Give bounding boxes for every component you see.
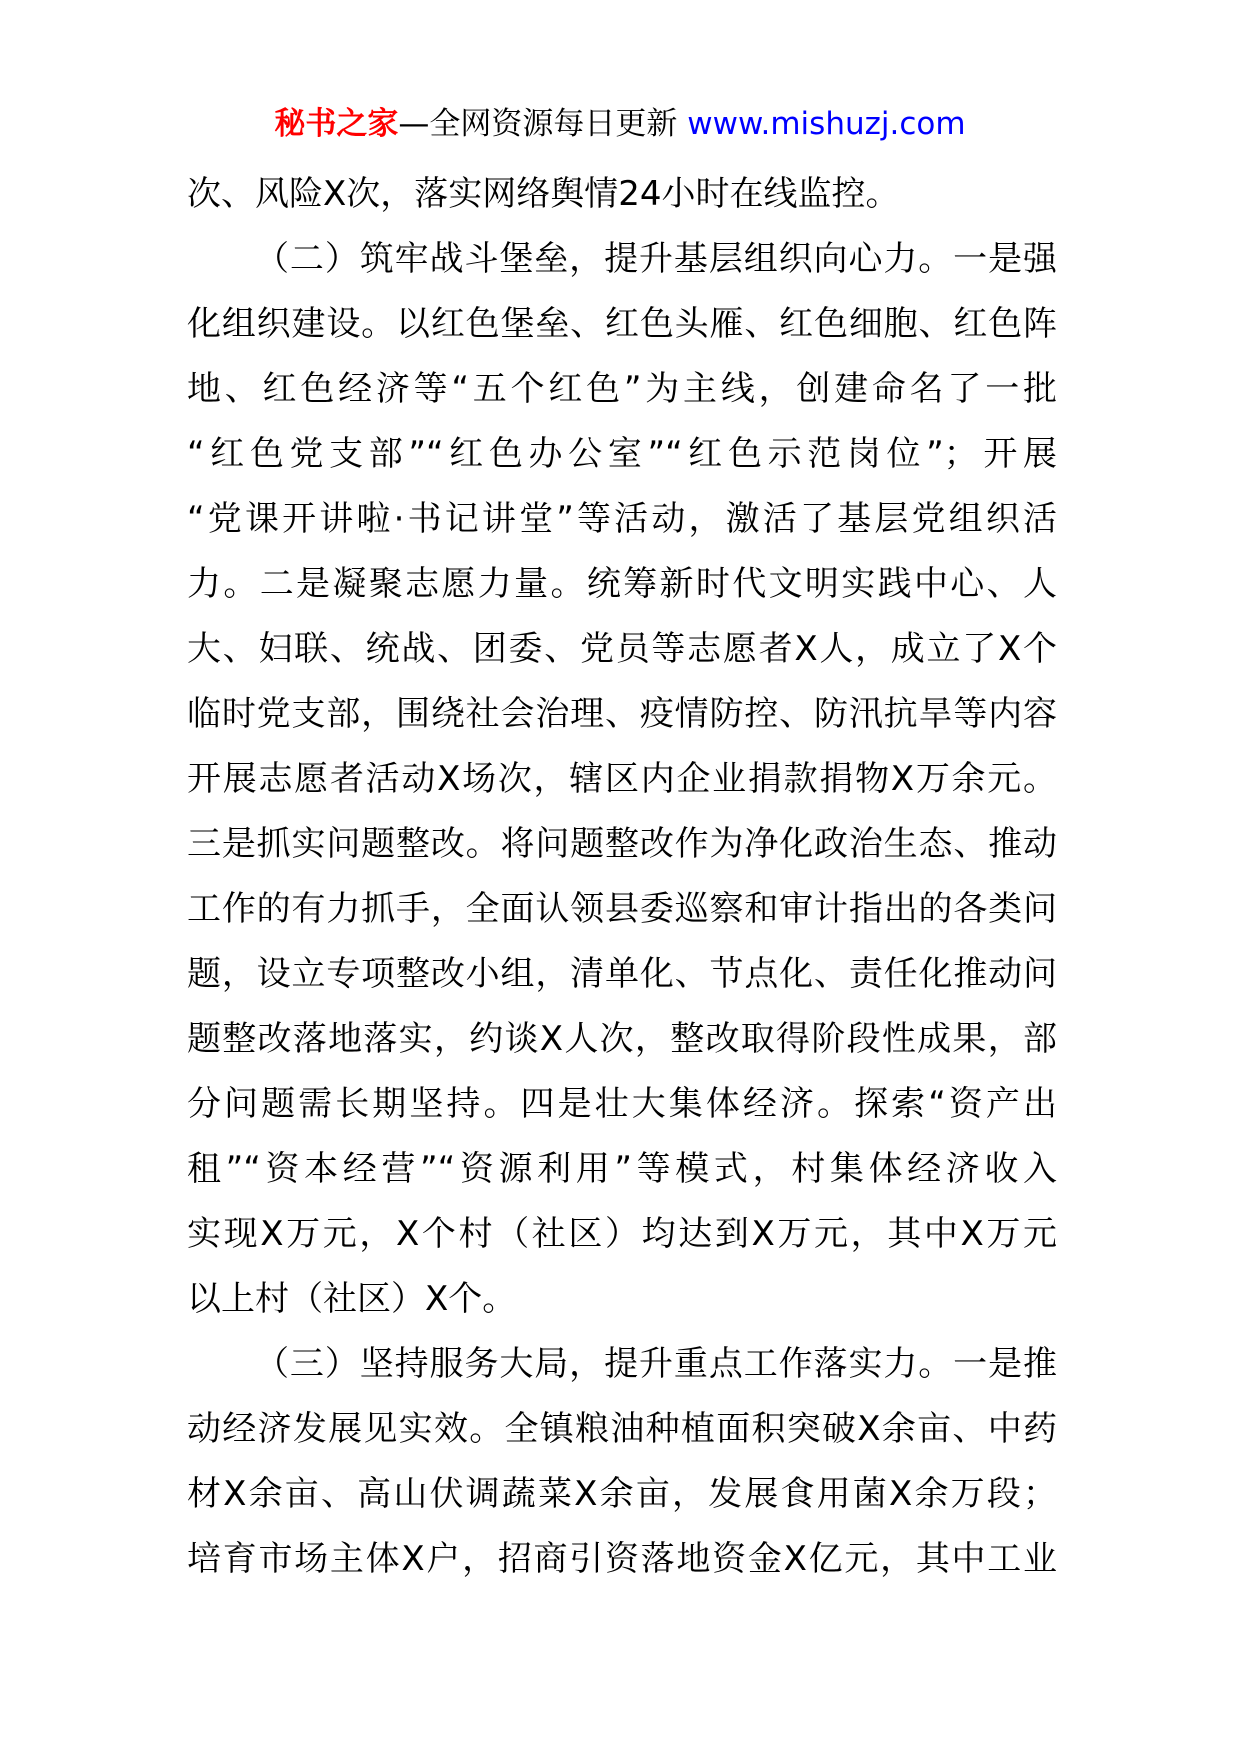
text-line: 力。二是凝聚志愿力量。统筹新时代文明实践中心、人 (187, 564, 1057, 604)
text-line: 培育市场主体X户，招商引资落地资金X亿元，其中工业 (187, 1539, 1057, 1579)
text-line: 工作的有力抓手，全面认领县委巡察和审计指出的各类问 (187, 889, 1057, 929)
section-heading-line: （三）坚持服务大局，提升重点工作落实力。一是推 (255, 1344, 1057, 1384)
text-line: 次、风险X次，落实网络舆情24小时在线监控。 (187, 174, 900, 214)
text-line: 材X余亩、高山伏调蔬菜X余亩，发展食用菌X余万段； (187, 1474, 1057, 1514)
text-line: 以上村（社区）X个。 (187, 1279, 517, 1319)
text-line: 租”“资本经营”“资源利用”等模式，村集体经济收入 (187, 1149, 1057, 1189)
text-line: 大、妇联、统战、团委、党员等志愿者X人，成立了X个 (187, 629, 1057, 669)
text-line: 题，设立专项整改小组，清单化、节点化、责任化推动问 (187, 954, 1057, 994)
header-slogan: —全网资源每日更新 (398, 106, 688, 142)
document-body (187, 162, 1057, 1592)
text-line: 开展志愿者活动X场次，辖区内企业捐款捐物X万余元。 (187, 759, 1057, 799)
website-link[interactable]: www.mishuzj.com (687, 106, 966, 142)
text-line: “党课开讲啦·书记讲堂”等活动，激活了基层党组织活 (187, 499, 1057, 539)
text-line: 实现X万元，X个村（社区）均达到X万元，其中X万元 (187, 1214, 1057, 1254)
section-heading-line: （二）筑牢战斗堡垒，提升基层组织向心力。一是强 (255, 239, 1057, 279)
text-line: 临时党支部，围绕社会治理、疫情防控、防汛抗旱等内容 (187, 694, 1057, 734)
text-line: 动经济发展见实效。全镇粮油种植面积突破X余亩、中药 (187, 1409, 1057, 1449)
text-line: 化组织建设。以红色堡垒、红色头雁、红色细胞、红色阵 (187, 304, 1057, 344)
text-line: “红色党支部”“红色办公室”“红色示范岗位”；开展 (187, 434, 1057, 474)
text-line: 三是抓实问题整改。将问题整改作为净化政治生态、推动 (187, 824, 1057, 864)
text-line: 地、红色经济等“五个红色”为主线，创建命名了一批 (187, 369, 1057, 409)
brand-name: 秘书之家 (274, 106, 399, 142)
text-line: 题整改落地落实，约谈X人次，整改取得阶段性成果，部 (187, 1019, 1057, 1059)
text-line: 分问题需长期坚持。四是壮大集体经济。探索“资产出 (187, 1084, 1057, 1124)
page-header (0, 102, 1240, 146)
